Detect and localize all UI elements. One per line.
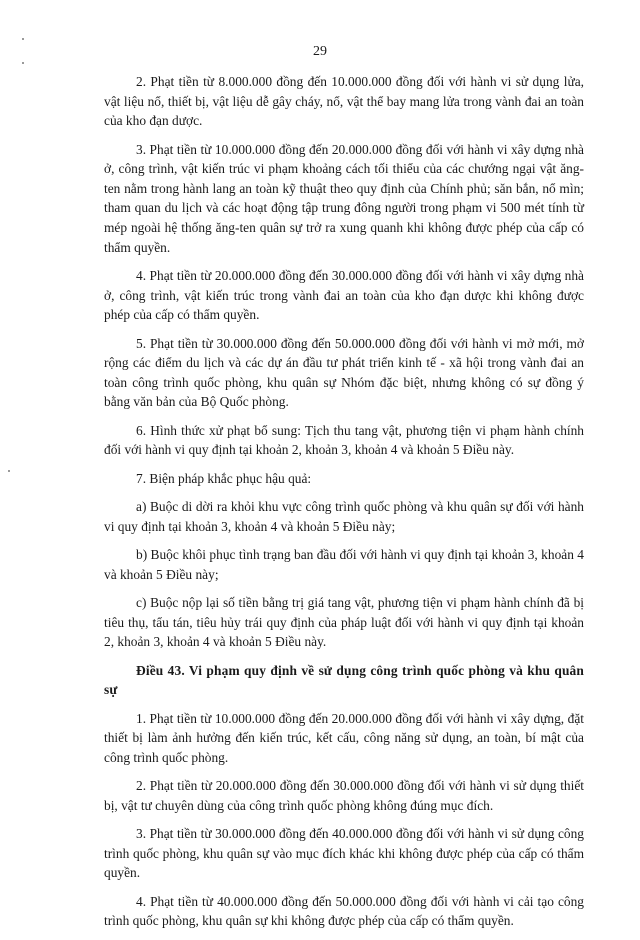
- paragraph-khoan-5: 5. Phạt tiền từ 30.000.000 đồng đến 50.000.000 đồng đối với hành vi mở mới, mở rộng các điểm du lịch và các dự án đầu tư phát triển kinh tế - xã hội trong vành đai an toàn công trình quốc phòng, khu quân sự Nhóm đặc biệt, nhưng không có sự đồng ý bằng văn bản của Bộ Quốc phòng.: [104, 335, 584, 410]
- article-43-khoan-2: 2. Phạt tiền từ 20.000.000 đồng đến 30.000.000 đồng đối với hành vi sử dụng thiết bị, vật tư chuyên dùng của công trình quốc phòng không đúng mục đích.: [104, 778, 584, 813]
- article-43-khoan-3: 3. Phạt tiền từ 30.000.000 đồng đến 40.000.000 đồng đối với hành vi sử dụng công trình quốc phòng, khu quân sự vào mục đích khác khi không được phép của cấp có thẩm quyền.: [104, 826, 584, 881]
- paragraph-khoan-2: 2. Phạt tiền từ 8.000.000 đồng đến 10.000.000 đồng đối với hành vi sử dụng lửa, vật liệu nổ, thiết bị, vật liệu dễ gây cháy, nổ, vật thể bay mang lửa trong vành đai an toàn của kho đạn dược.: [104, 74, 584, 129]
- paragraph-diem-b: b) Buộc khôi phục tình trạng ban đầu đối với hành vi quy định tại khoản 3, khoản 4 và khoản 5 Điều này;: [104, 547, 584, 582]
- paragraph-khoan-4: 4. Phạt tiền từ 20.000.000 đồng đến 30.000.000 đồng đối với hành vi xây dựng nhà ở, công trình, vật kiến trúc trong vành đai an toàn của kho đạn dược khi không được phép của cấp có thẩm quyền.: [104, 267, 584, 323]
- article-43-khoan-4: 4. Phạt tiền từ 40.000.000 đồng đến 50.000.000 đồng đối với hành vi cải tạo công trình quốc phòng, khu quân sự khi không được phép của cấp có thẩm quyền.: [104, 893, 584, 929]
- article-43-khoan-1: 1. Phạt tiền từ 10.000.000 đồng đến 20.000.000 đồng đối với hành vi xây dựng, đặt thiết bị làm ảnh hưởng đến kiến trúc, kết cấu, công năng sử dụng, an toàn, bí mật của công trình quốc phòng.: [104, 710, 584, 765]
- scan-speck: [22, 62, 24, 64]
- scan-speck: [8, 470, 10, 472]
- scan-speck: [22, 38, 24, 40]
- paragraph-khoan-3: 3. Phạt tiền từ 10.000.000 đồng đến 20.000.000 đồng đối với hành vi xây dựng nhà ở, công trình, vật kiến trúc vi phạm khoảng cách tối thiểu của các chướng ngại vật ăng-ten nằm trong hành lang an toàn kỹ thuật theo quy định của Chính phủ; săn bắn, nổ mìn; tham quan du lịch và các hoạt động tập trung đông người trong phạm vi 500 mét tính từ mép ngoài hệ thống ăng-ten quân sự trở ra xung quanh khi không được phép của cấp có thẩm quyền.: [104, 141, 584, 255]
- paragraph-khoan-7: 7. Biện pháp khắc phục hậu quả:: [136, 470, 312, 486]
- article-43-heading: Điều 43. Vi phạm quy định về sử dụng công trình quốc phòng và khu quân sự: [104, 662, 584, 698]
- paragraph-khoan-6: 6. Hình thức xử phạt bổ sung: Tịch thu tang vật, phương tiện vi phạm hành chính đối với hành vi quy định tại khoản 2, khoản 3, khoản 4 và khoản 5 Điều này.: [104, 422, 584, 458]
- document-body: [104, 72, 584, 940]
- paragraph-diem-c: c) Buộc nộp lại số tiền bằng trị giá tang vật, phương tiện vi phạm hành chính đã bị tiêu thụ, tẩu tán, tiêu hủy trái quy định của pháp luật đối với hành vi quy định tại khoản 2, khoản 3, khoản 4 và khoản 5 Điều này.: [104, 595, 584, 650]
- paragraph-diem-a: a) Buộc di dời ra khỏi khu vực công trình quốc phòng và khu quân sự đối với hành vi quy định tại khoản 3, khoản 4 và khoản 5 Điều này;: [104, 499, 584, 534]
- page-number: 29: [313, 44, 327, 59]
